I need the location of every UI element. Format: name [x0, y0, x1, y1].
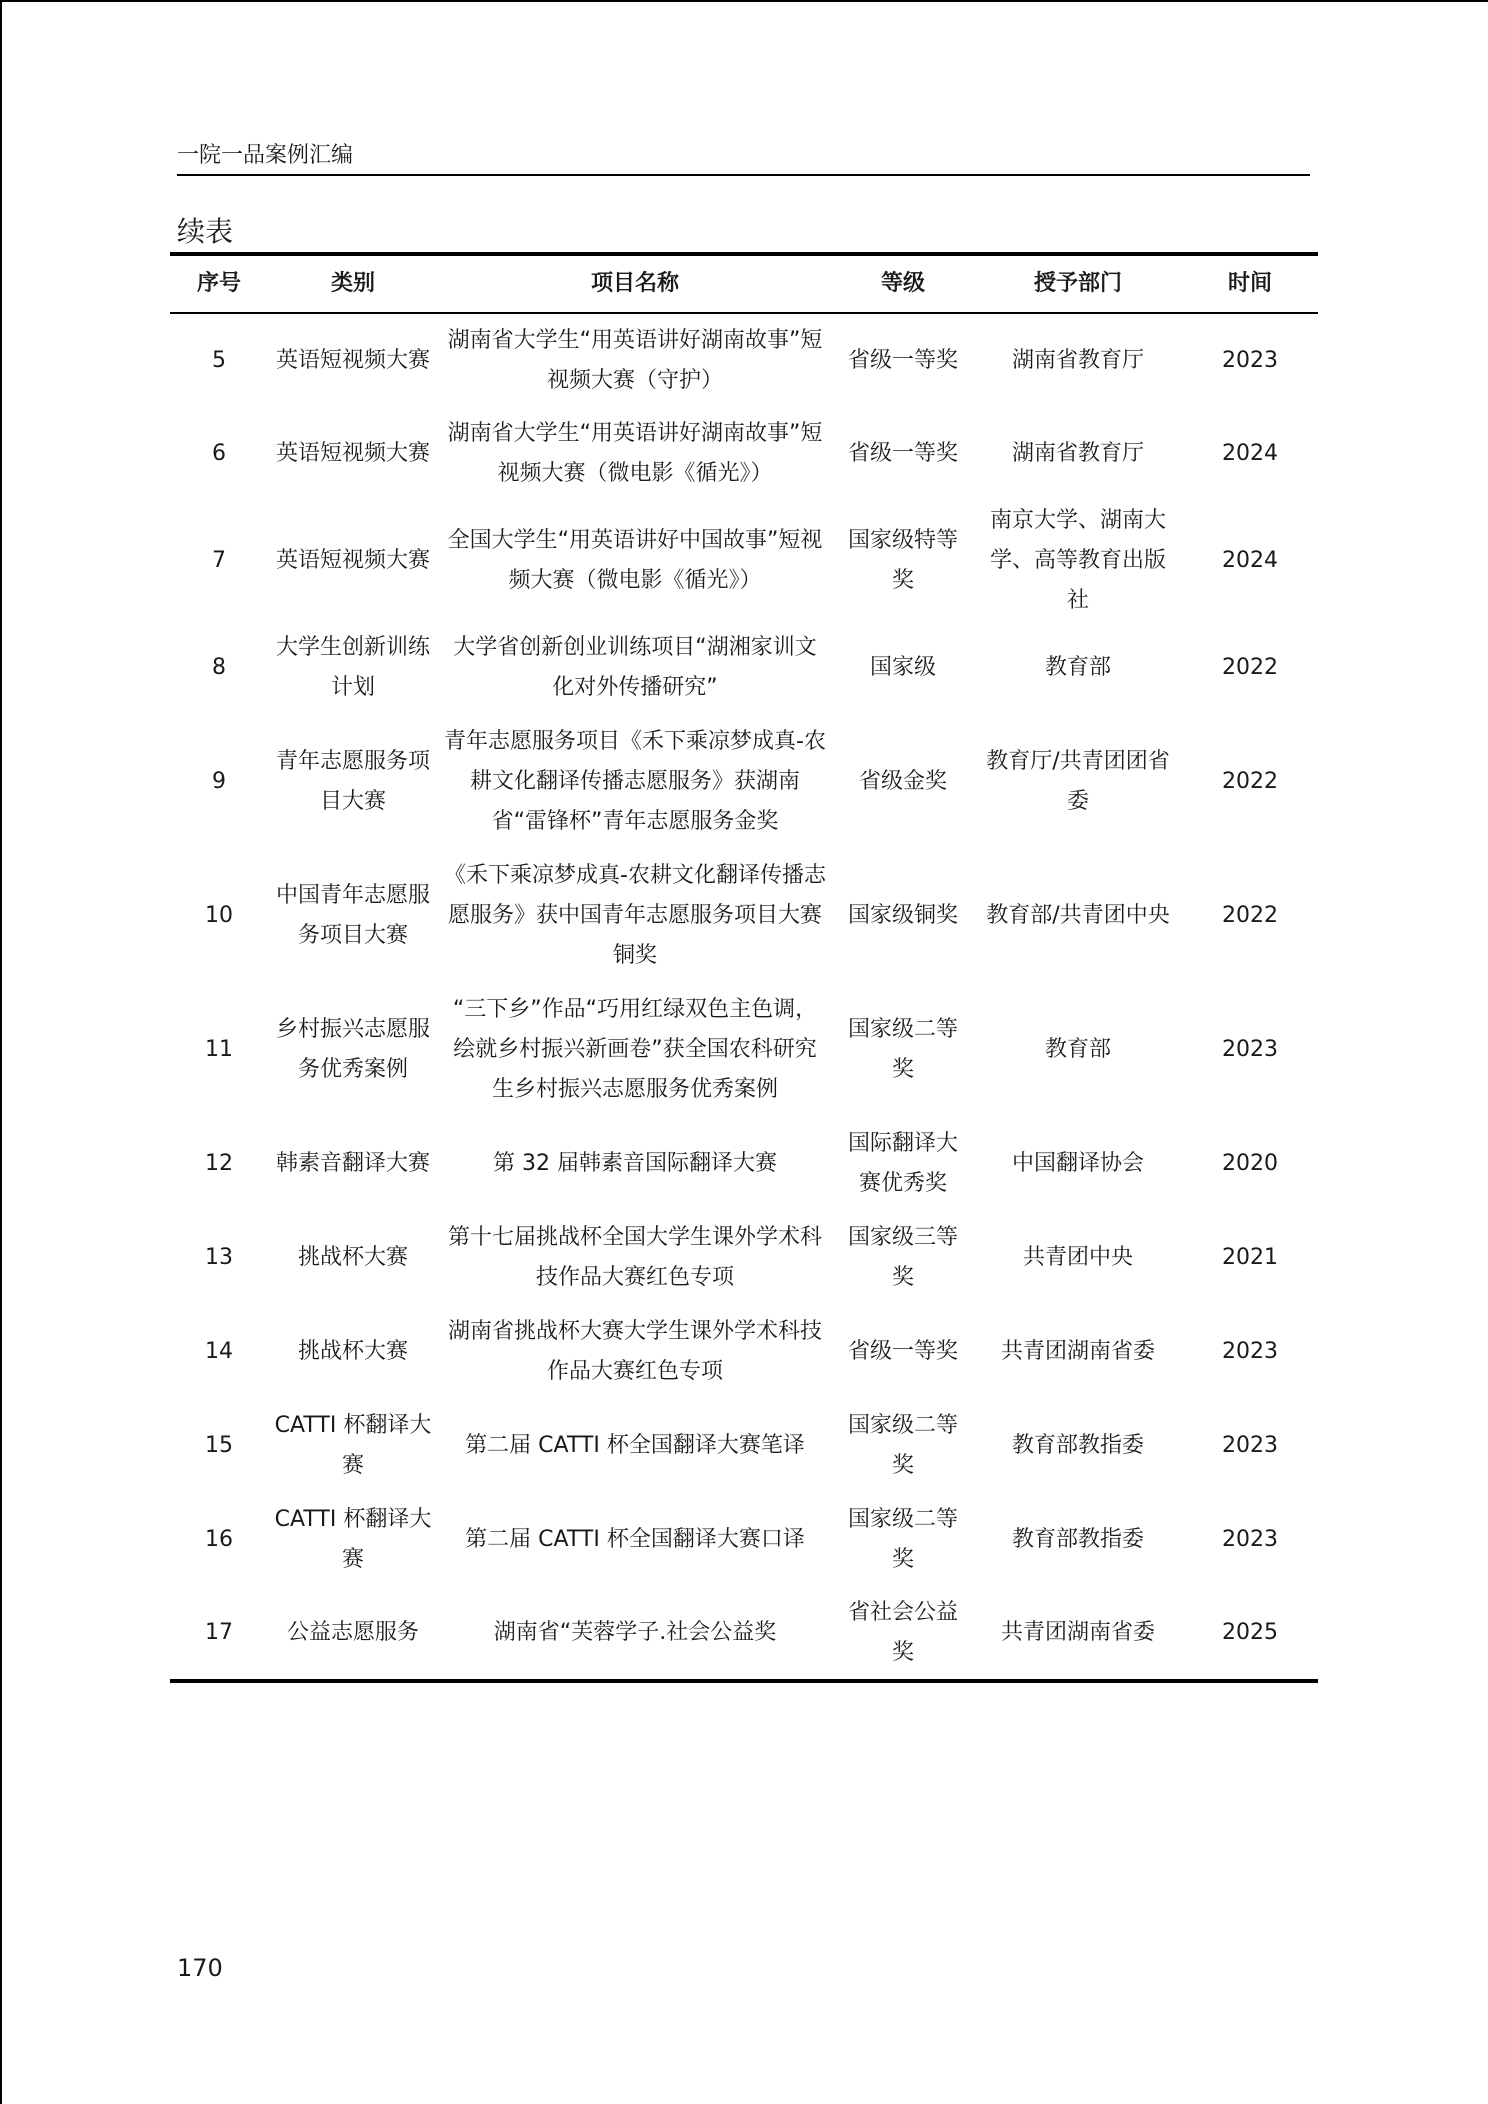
cell-no: 13: [205, 1245, 233, 1270]
cell-department: 共青团中央: [1022, 1245, 1133, 1270]
cell-department: 中国翻译协会: [1011, 1151, 1144, 1176]
cell-project: 第 32 届韩素音国际翻译大赛: [493, 1151, 777, 1176]
cell-project: 湖南省“芙蓉学子.社会公益奖: [438, 1587, 832, 1681]
cell-no: 16: [205, 1527, 233, 1552]
column-header-year: 时间: [1182, 254, 1318, 313]
cell-level: 国际翻译大赛优秀奖: [847, 1131, 958, 1196]
column-header-no: 序号: [170, 254, 268, 313]
cell-no: 7: [212, 548, 226, 573]
cell-year: 2021: [1222, 1245, 1278, 1270]
cell-year: 2023: [1222, 1433, 1278, 1458]
cell-level: 国家级三等奖: [847, 1225, 958, 1290]
cell-category: CATTI 杯翻译大赛: [274, 1507, 432, 1572]
table-row: [170, 1399, 1318, 1493]
cell-level: 省社会公益奖: [832, 1587, 974, 1681]
column-header-category: 类别: [268, 254, 438, 313]
table-header-row: [170, 254, 1318, 313]
table-row: [170, 983, 1318, 1117]
cell-level: 省级金奖: [858, 769, 947, 794]
table-row: [170, 313, 1318, 407]
table-row: [170, 501, 1318, 621]
cell-no: 12: [205, 1151, 233, 1176]
cell-year: 2025: [1182, 1587, 1318, 1681]
cell-year: 2023: [1222, 1527, 1278, 1552]
cell-category: 挑战杯大赛: [297, 1245, 408, 1270]
cell-category: CATTI 杯翻译大赛: [274, 1413, 432, 1478]
cell-category: 英语短视频大赛: [275, 347, 430, 373]
table-row: [170, 1117, 1318, 1211]
cell-no: 5: [212, 347, 226, 373]
cell-level: 国家级: [869, 655, 936, 680]
cell-category: 乡村振兴志愿服务优秀案例: [275, 1017, 430, 1082]
running-header: 一院一品案例汇编: [177, 140, 1310, 176]
cell-category: 挑战杯大赛: [297, 1339, 408, 1364]
cell-project: 大学省创新创业训练项目“湖湘家训文化对外传播研究”: [453, 635, 817, 700]
column-header-department: 授予部门: [974, 254, 1182, 313]
table-row: [170, 1587, 1318, 1681]
cell-department: 教育部教指委: [1011, 1527, 1144, 1552]
cell-department: 教育部: [1044, 1037, 1111, 1062]
cell-project: 湖南省挑战杯大赛大学生课外学术科技作品大赛红色专项: [447, 1319, 822, 1384]
cell-year: 2024: [1222, 441, 1278, 466]
cell-project: 湖南省大学生“用英语讲好湖南故事”短视频大赛（微电影《循光》）: [447, 421, 823, 486]
table-row: [170, 715, 1318, 849]
cell-project: 青年志愿服务项目《禾下乘凉梦成真-农耕文化翻译传播志愿服务》获湖南省“雷锋杯”青年志愿服务金奖: [444, 729, 826, 834]
column-header-project: 项目名称: [438, 254, 832, 313]
cell-year: 2022: [1222, 769, 1278, 794]
cell-project: 湖南省大学生“用英语讲好湖南故事”短视频大赛（守护）: [447, 327, 823, 393]
cell-category: 中国青年志愿服务项目大赛: [275, 883, 430, 948]
cell-department: 共青团湖南省委: [1000, 1339, 1155, 1364]
cell-department: 南京大学、湖南大学、高等教育出版社: [989, 508, 1166, 613]
cell-no: 17: [170, 1587, 268, 1681]
cell-no: 15: [205, 1433, 233, 1458]
table-row: [170, 1493, 1318, 1587]
cell-project: “三下乡”作品“巧用红绿双色主色调，绘就乡村振兴新画卷”获全国农科研究生乡村振兴志愿服务优秀案例: [452, 997, 818, 1102]
cell-year: 2024: [1222, 548, 1278, 573]
cell-level: 国家级二等奖: [847, 1507, 958, 1572]
cell-project: 第十七届挑战杯全国大学生课外学术科技作品大赛红色专项: [447, 1225, 822, 1290]
cell-level: 省级一等奖: [847, 1339, 958, 1364]
cell-level: 国家级二等奖: [847, 1413, 958, 1478]
cell-no: 11: [205, 1037, 233, 1062]
cell-no: 6: [212, 441, 226, 466]
table-row: [170, 849, 1318, 983]
cell-category: 青年志愿服务项目大赛: [275, 749, 430, 814]
table-row: [170, 1305, 1318, 1399]
cell-department: 教育厅/共青团团省委: [986, 749, 1170, 814]
awards-table: [170, 252, 1318, 1683]
cell-no: 14: [205, 1339, 233, 1364]
cell-year: 2022: [1222, 655, 1278, 680]
cell-year: 2023: [1222, 347, 1278, 373]
cell-department: 湖南省教育厅: [1011, 441, 1144, 466]
table-row: [170, 1211, 1318, 1305]
cell-department: 共青团湖南省委: [974, 1587, 1182, 1681]
cell-department: 教育部/共青团中央: [986, 903, 1170, 928]
cell-year: 2023: [1222, 1037, 1278, 1062]
cell-level: 国家级二等奖: [847, 1017, 958, 1082]
cell-year: 2020: [1222, 1151, 1278, 1176]
cell-no: 9: [212, 769, 226, 794]
cell-category: 英语短视频大赛: [275, 548, 430, 573]
page-number: 170: [177, 1954, 223, 1982]
cell-category: 公益志愿服务: [268, 1587, 438, 1681]
cell-year: 2023: [1222, 1339, 1278, 1364]
cell-level: 国家级特等奖: [847, 528, 958, 593]
cell-category: 韩素音翻译大赛: [275, 1151, 430, 1176]
table-caption: 续表: [177, 215, 234, 248]
cell-department: 教育部: [1044, 655, 1111, 680]
cell-year: 2022: [1222, 903, 1278, 928]
cell-project: 第二届 CATTI 杯全国翻译大赛口译: [465, 1527, 805, 1552]
cell-project: 第二届 CATTI 杯全国翻译大赛笔译: [465, 1433, 805, 1458]
cell-category: 英语短视频大赛: [275, 441, 430, 466]
cell-department: 湖南省教育厅: [1011, 347, 1144, 373]
cell-project: 《禾下乘凉梦成真-农耕文化翻译传播志愿服务》获中国青年志愿服务项目大赛铜奖: [444, 863, 826, 968]
cell-category: 大学生创新训练计划: [275, 635, 430, 700]
cell-no: 8: [212, 655, 226, 680]
cell-department: 教育部教指委: [1011, 1433, 1144, 1458]
table-row: [170, 621, 1318, 715]
column-header-level: 等级: [832, 254, 974, 313]
cell-level: 国家级铜奖: [847, 903, 958, 928]
cell-project: 全国大学生“用英语讲好中国故事”短视频大赛（微电影《循光》）: [447, 528, 823, 593]
table-row: [170, 407, 1318, 501]
cell-no: 10: [205, 903, 233, 928]
cell-level: 省级一等奖: [847, 347, 958, 373]
cell-level: 省级一等奖: [847, 441, 958, 466]
